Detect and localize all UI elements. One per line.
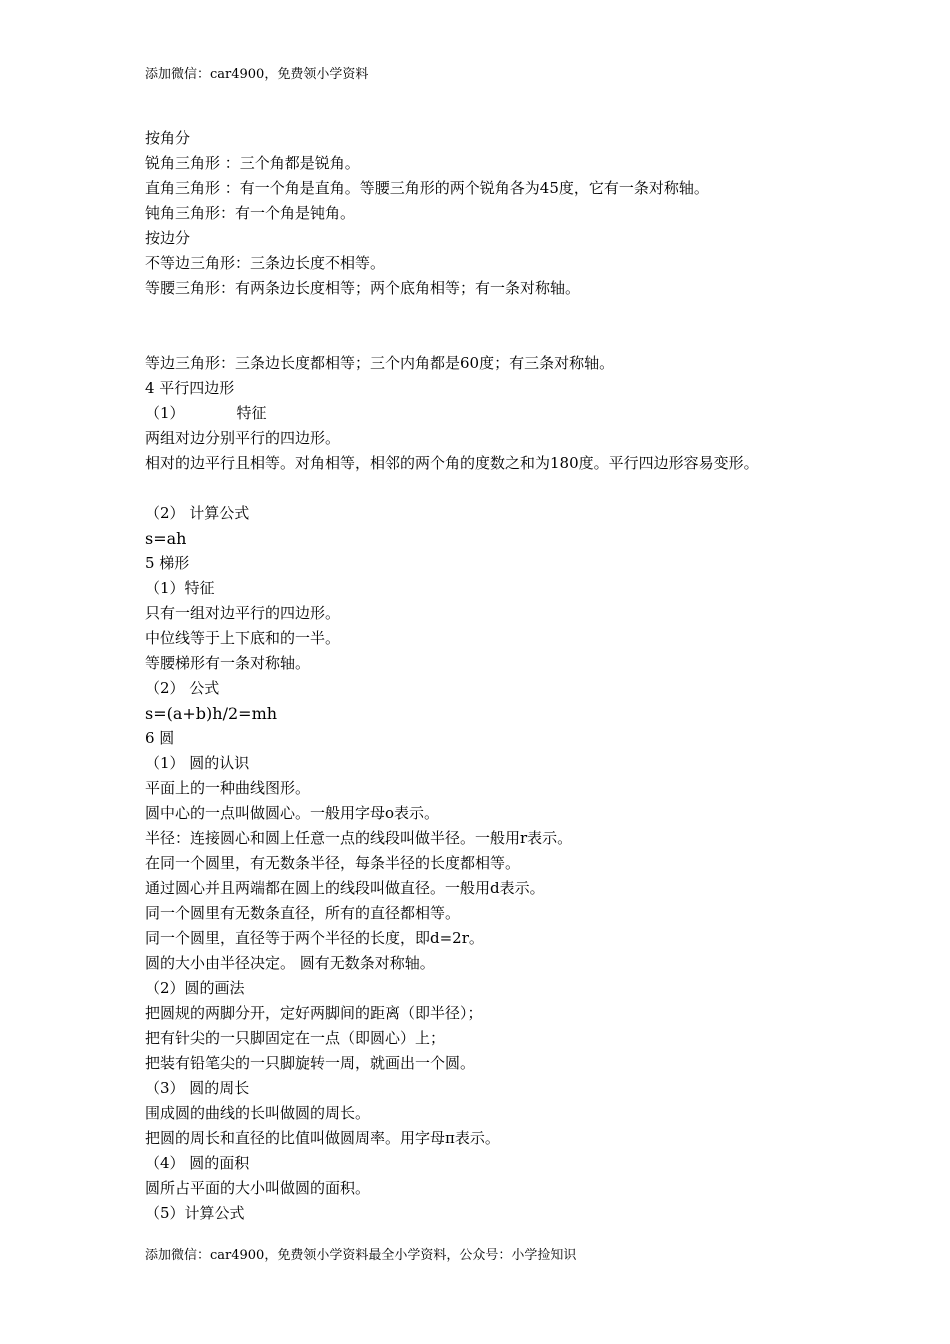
- triangle-by-angle-heading: 按角分: [145, 129, 191, 147]
- circle-calc-heading: （5）计算公式: [145, 1204, 245, 1222]
- parallelogram-feature-number: （1）: [145, 404, 185, 422]
- circle-perimeter-heading: （3） 圆的周长: [145, 1079, 250, 1097]
- circle-fact-line: 平面上的一种曲线图形。: [145, 779, 311, 797]
- trapezoid-isosceles: 等腰梯形有一条对称轴。: [145, 654, 311, 672]
- obtuse-triangle-line: 钝角三角形：有一个角是钝角。: [145, 204, 356, 222]
- parallelogram-formula-heading: （2） 计算公式: [145, 504, 250, 522]
- circle-perimeter-line: 把圆的周长和直径的比值叫做圆周率。用字母π表示。: [145, 1129, 500, 1147]
- circle-fact-line: 在同一个圆里，有无数条半径，每条半径的长度都相等。: [145, 854, 521, 872]
- equilateral-triangle-line: 等边三角形：三条边长度都相等；三个内角都是60度；有三条对称轴。: [145, 354, 615, 372]
- circle-draw-step: 把有针尖的一只脚固定在一点（即圆心）上；: [145, 1029, 446, 1047]
- parallelogram-feature-label: 特征: [236, 404, 267, 422]
- document-body: [145, 126, 865, 1226]
- scalene-triangle-line: 不等边三角形：三条边长度不相等。: [145, 254, 386, 272]
- trapezoid-formula-heading: （2） 公式: [145, 679, 220, 697]
- trapezoid-definition: 只有一组对边平行的四边形。: [145, 604, 341, 622]
- circle-draw-step: 把装有铅笔尖的一只脚旋转一周，就画出一个圆。: [145, 1054, 476, 1072]
- circle-perimeter-line: 围成圆的曲线的长叫做圆的周长。: [145, 1104, 371, 1122]
- trapezoid-formula: s=(a+b)h/2=mh: [145, 704, 278, 723]
- parallelogram-formula: s=ah: [145, 529, 187, 548]
- circle-know-heading: （1） 圆的认识: [145, 754, 250, 772]
- triangle-by-side-heading: 按边分: [145, 229, 191, 247]
- page-header: 添加微信：car4900，免费领小学资料: [145, 67, 369, 82]
- circle-area-line: 圆所占平面的大小叫做圆的面积。: [145, 1179, 371, 1197]
- page-footer: 添加微信：car4900，免费领小学资料最全小学资料，公众号：小学捡知识: [145, 1248, 577, 1263]
- right-triangle-line: 直角三角形 ：有一个角是直角。等腰三角形的两个锐角各为45度，它有一条对称轴。: [145, 179, 709, 197]
- circle-area-heading: （4） 圆的面积: [145, 1154, 250, 1172]
- trapezoid-feature-heading: （1）特征: [145, 579, 215, 597]
- parallelogram-definition: 两组对边分别平行的四边形。: [145, 429, 341, 447]
- isosceles-triangle-line: 等腰三角形：有两条边长度相等；两个底角相等；有一条对称轴。: [145, 279, 581, 297]
- trapezoid-title: 5 梯形: [145, 554, 190, 572]
- circle-draw-heading: （2）圆的画法: [145, 979, 245, 997]
- circle-title: 6 圆: [145, 729, 175, 747]
- circle-draw-step: 把圆规的两脚分开，定好两脚间的距离（即半径）；: [145, 1004, 483, 1022]
- circle-fact-line: 圆的大小由半径决定。 圆有无数条对称轴。: [145, 954, 435, 972]
- circle-fact-line: 同一个圆里有无数条直径，所有的直径都相等。: [145, 904, 461, 922]
- trapezoid-midline: 中位线等于上下底和的一半。: [145, 629, 341, 647]
- circle-fact-line: 半径：连接圆心和圆上任意一点的线段叫做半径。一般用r表示。: [145, 829, 573, 847]
- circle-fact-line: 通过圆心并且两端都在圆上的线段叫做直径。一般用d表示。: [145, 879, 545, 897]
- parallelogram-feature-heading: [145, 401, 865, 426]
- circle-fact-line: 圆中心的一点叫做圆心。一般用字母o表示。: [145, 804, 440, 822]
- circle-fact-line: 同一个圆里，直径等于两个半径的长度，即d=2r。: [145, 929, 484, 947]
- acute-triangle-line: 锐角三角形 ：三个角都是锐角。: [145, 154, 360, 172]
- parallelogram-title: 4 平行四边形: [145, 379, 235, 397]
- parallelogram-properties: 相对的边平行且相等。对角相等，相邻的两个角的度数之和为180度。平行四边形容易变形。: [145, 454, 759, 472]
